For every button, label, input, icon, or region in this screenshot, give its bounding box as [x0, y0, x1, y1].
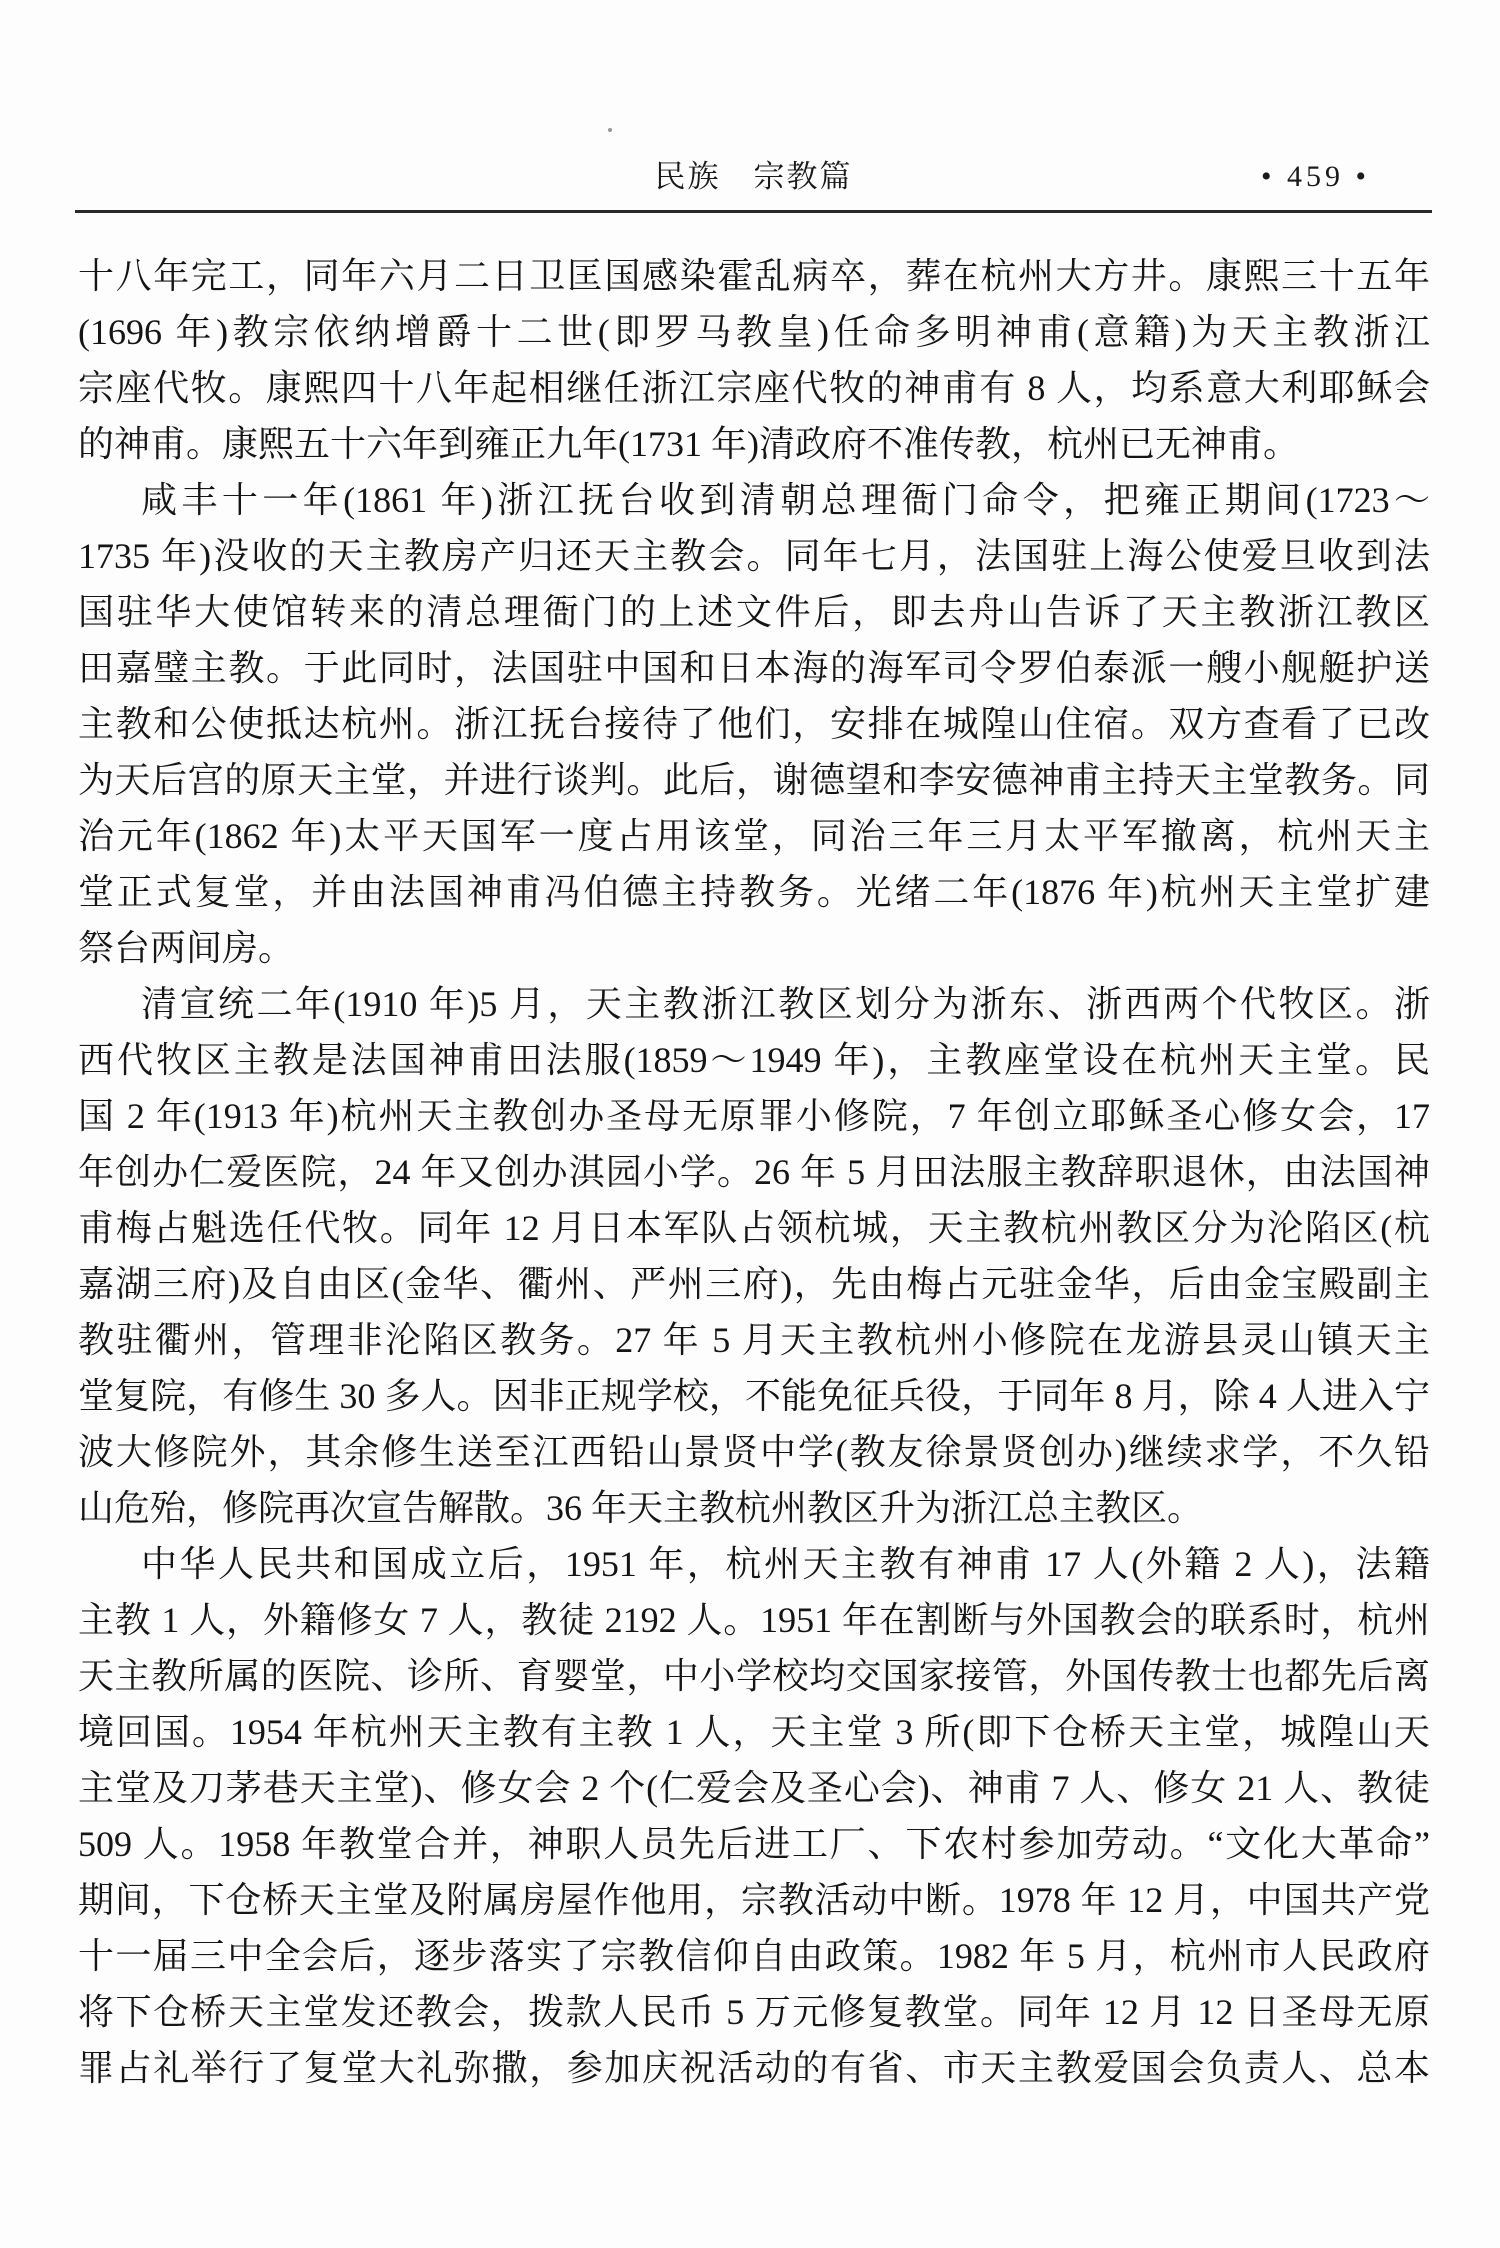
text-line: 主教和公使抵达杭州。浙江抚台接待了他们，安排在城隍山住宿。双方查看了已改 — [78, 704, 1430, 744]
text-line: 国驻华大使馆转来的清总理衙门的上述文件后，即去舟山告诉了天主教浙江教区 — [78, 592, 1430, 632]
text-line: (1696 年)教宗依纳增爵十二世(即罗马教皇)任命多明神甫(意籍)为天主教浙江 — [78, 312, 1430, 352]
section-title: 民族 宗教篇 — [654, 159, 853, 194]
text-line: 罪占礼举行了复堂大礼弥撒，参加庆祝活动的有省、市天主教爱国会负责人、总本 — [78, 2048, 1430, 2088]
text-line: 主堂及刀茅巷天主堂)、修女会 2 个(仁爱会及圣心会)、神甫 7 人、修女 21 人、教徒 — [78, 1768, 1430, 1808]
text-line: 田嘉璧主教。于此同时，法国驻中国和日本海的海军司令罗伯泰派一艘小舰艇护送 — [78, 648, 1430, 688]
text-line: 期间，下仓桥天主堂及附属房屋作他用，宗教活动中断。1978 年 12 月，中国共产党 — [78, 1880, 1430, 1920]
text-line: 境回国。1954 年杭州天主教有主教 1 人，天主堂 3 所(即下仓桥天主堂，城隍山天 — [78, 1712, 1430, 1752]
text-line: 509 人。1958 年教堂合并，神职人员先后进工厂、下农村参加劳动。“文化大革命” — [78, 1824, 1430, 1864]
scan-speck — [608, 128, 612, 132]
text-line: 宗座代牧。康熙四十八年起相继任浙江宗座代牧的神甫有 8 人，均系意大利耶稣会 — [78, 368, 1430, 408]
text-line: 治元年(1862 年)太平天国军一度占用该堂，同治三年三月太平军撤离，杭州天主 — [78, 816, 1430, 856]
text-line: 主教 1 人，外籍修女 7 人，教徒 2192 人。1951 年在割断与外国教会的联系时，杭州 — [78, 1600, 1430, 1640]
text-line: 将下仓桥天主堂发还教会，拨款人民币 5 万元修复教堂。同年 12 月 12 日圣母无原 — [78, 1992, 1430, 2032]
text-line: 祭台两间房。 — [78, 928, 295, 968]
text-line: 嘉湖三府)及自由区(金华、衢州、严州三府)，先由梅占元驻金华，后由金宝殿副主 — [78, 1264, 1430, 1304]
text-line: 十一届三中全会后，逐步落实了宗教信仰自由政策。1982 年 5 月，杭州市人民政府 — [78, 1936, 1430, 1976]
text-line: 清宣统二年(1910 年)5 月，天主教浙江教区划分为浙东、浙西两个代牧区。浙 — [141, 984, 1430, 1024]
header-rule — [75, 210, 1432, 213]
page-number: • 459 • — [1260, 160, 1370, 193]
page-header — [75, 148, 1432, 206]
text-line: 堂正式复堂，并由法国神甫冯伯德主持教务。光绪二年(1876 年)杭州天主堂扩建 — [78, 872, 1430, 912]
text-line: 西代牧区主教是法国神甫田法服(1859～1949 年)，主教座堂设在杭州天主堂。民 — [78, 1040, 1430, 1080]
text-line: 堂复院，有修生 30 多人。因非正规学校，不能免征兵役，于同年 8 月，除 4 人进入宁 — [78, 1376, 1430, 1416]
text-line: 十八年完工，同年六月二日卫匡国感染霍乱病卒，葬在杭州大方井。康熙三十五年 — [78, 256, 1430, 296]
text-line: 1735 年)没收的天主教房产归还天主教会。同年七月，法国驻上海公使爱旦收到法 — [78, 536, 1430, 576]
text-line: 年创办仁爱医院，24 年又创办淇园小学。26 年 5 月田法服主教辞职退休，由法国神 — [78, 1152, 1430, 1192]
text-line: 甫梅占魁选任代牧。同年 12 月日本军队占领杭城，天主教杭州教区分为沦陷区(杭 — [78, 1208, 1430, 1248]
text-line: 为天后宫的原天主堂，并进行谈判。此后，谢德望和李安德神甫主持天主堂教务。同 — [78, 760, 1430, 800]
page-body — [78, 248, 1430, 2096]
text-line: 的神甫。康熙五十六年到雍正九年(1731 年)清政府不准传教，杭州已无神甫。 — [78, 424, 1299, 464]
text-line: 咸丰十一年(1861 年)浙江抚台收到清朝总理衙门命令，把雍正期间(1723～ — [141, 480, 1430, 520]
text-line: 中华人民共和国成立后，1951 年，杭州天主教有神甫 17 人(外籍 2 人)，法籍 — [141, 1544, 1430, 1584]
text-line: 天主教所属的医院、诊所、育婴堂，中小学校均交国家接管，外国传教士也都先后离 — [78, 1656, 1430, 1696]
text-line: 波大修院外，其余修生送至江西铅山景贤中学(教友徐景贤创办)继续求学，不久铅 — [78, 1432, 1430, 1472]
text-line: 山危殆，修院再次宣告解散。36 年天主教杭州教区升为浙江总主教区。 — [78, 1488, 1204, 1528]
text-line: 国 2 年(1913 年)杭州天主教创办圣母无原罪小修院，7 年创立耶稣圣心修女会，17 — [78, 1096, 1430, 1136]
text-line: 教驻衢州，管理非沦陷区教务。27 年 5 月天主教杭州小修院在龙游县灵山镇天主 — [78, 1320, 1430, 1360]
